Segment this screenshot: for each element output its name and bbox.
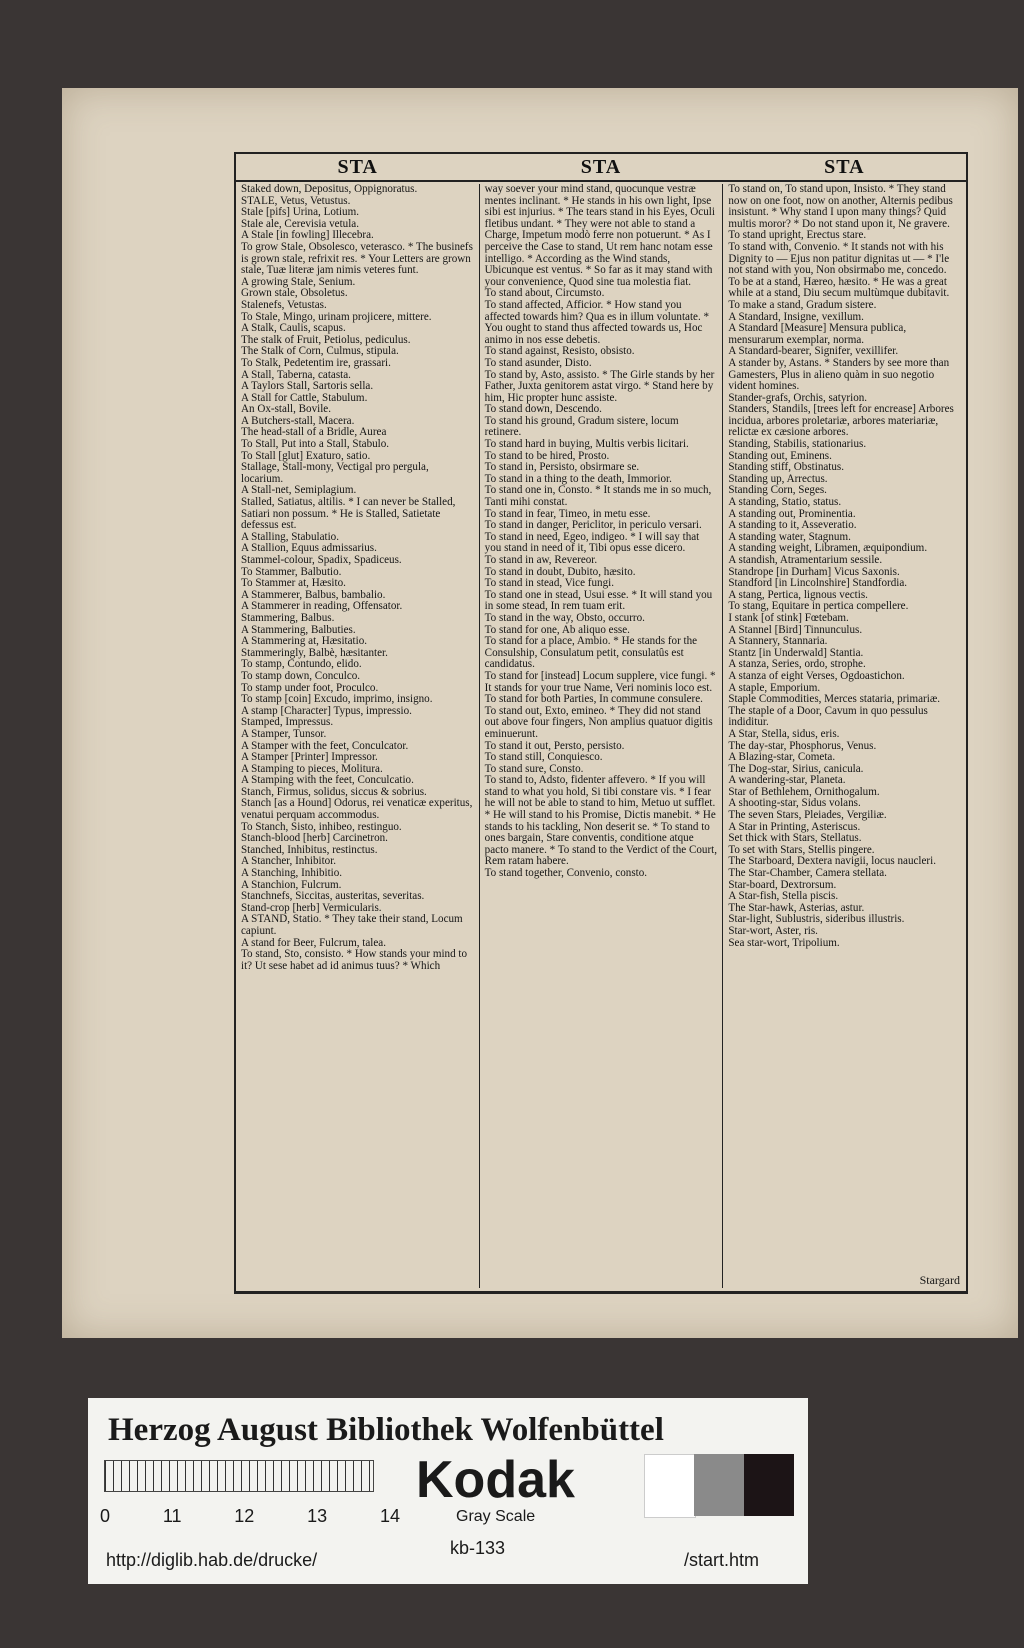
dictionary-entry: The day-star, Phosphorus, Venus. [728, 739, 877, 752]
dictionary-entry: To Stall, Put into a Stall, Stabulo. [241, 438, 390, 451]
dictionary-entry: The seven Stars, Pleiades, Vergiliæ. [728, 809, 887, 822]
dictionary-entry: A Taylors Stall, Sartoris sella. [241, 380, 374, 393]
dictionary-entry: Stand-crop [herb] Vermicularis. [241, 901, 382, 914]
ruler-number: 0 [100, 1506, 111, 1526]
dictionary-entry: To Stalk, Pedetentim ire, grassari. [241, 356, 391, 369]
dictionary-entry: Stanch [as a Hound] Odorus, rei venaticæ experitus, venatui perquam accommodus. [241, 797, 473, 822]
dictionary-entry: To stand in the way, Obsto, occurro. [484, 611, 645, 624]
dictionary-entry: To stand to be hired, Prosto. [484, 449, 610, 462]
dictionary-entry: A staple, Emporium. [728, 681, 821, 694]
text-frame [234, 152, 968, 1294]
dictionary-entry: To Stammer, Balbutio. [241, 565, 342, 578]
dictionary-entry: To stand still, Conquiesco. [484, 751, 603, 764]
dictionary-entry: To stand in danger, Periclitor, in periculo versari. [484, 519, 702, 532]
dictionary-entry: Standford [in Lincolnshire] Standfordia. [728, 577, 908, 590]
dictionary-entry: To make a stand, Gradum sistere. [728, 298, 877, 311]
dictionary-entry: A standish, Atramentarium sessile. [728, 554, 883, 566]
header-col2: STA [580, 156, 622, 178]
dictionary-entry: Staked down, Depositus, Oppignoratus. [241, 184, 418, 195]
scale-ruler [104, 1460, 374, 1492]
dictionary-entry: To stand asunder, Disto. [484, 356, 592, 369]
dictionary-entry: A stand for Beer, Fulcrum, talea. [241, 936, 386, 949]
gray-patch [694, 1454, 744, 1516]
dictionary-entry: A STAND, Statio. * They take their stand, Locum capiunt. [241, 913, 463, 937]
dictionary-entry: A Stalk, Caulis, scapus. [241, 322, 346, 335]
dictionary-entry: A standing water, Stagnum. [728, 530, 851, 543]
dictionary-entry: I stank [of stink] Fœtebam. [728, 611, 849, 624]
dictionary-entry: A Butchers-stall, Macera. [241, 414, 355, 427]
dictionary-entry: Standers, Standils, [trees left for encrease] Arbores incidua, arbores proletariæ, arbores materiariæ, relictæ ex cæsione arbores. [728, 403, 954, 439]
dictionary-entry: Stammel-colour, Spadix, Spadiceus. [241, 554, 402, 566]
dictionary-entry: To stand one in stead, Usui esse. * It will stand you in some stead, In rem tuam erit. [484, 588, 713, 613]
dictionary-entry: The head-stall of a Bridle, Aurea [241, 426, 387, 439]
dictionary-entry: To stand for [instead] Locum supplere, vice fungi. * It stands for your true Name, Veri nominis loco est. [484, 669, 716, 694]
dictionary-entry: To stand for one, Ab aliquo esse. [484, 623, 630, 636]
dictionary-entry: To stand in doubt, Dubito, hæsito. [484, 565, 636, 578]
dictionary-entry: To stand for a place, Ambio. * He stands for the Consulship, Consulatum petit, consulatûs est candidatus. [484, 635, 698, 671]
dictionary-entry: To stand down, Descendo. [484, 403, 602, 416]
dictionary-entry: A Stannery, Stannaria. [728, 635, 828, 648]
dictionary-entry: Stanch-blood [herb] Carcinetron. [241, 832, 388, 845]
dictionary-entry: A shooting-star, Sidus volans. [728, 797, 861, 810]
dictionary-entry: A Standard [Measure] Mensura publica, mensurarum exemplar, norma. [728, 322, 907, 346]
dictionary-entry: A Stamping with the feet, Conculcatio. [241, 774, 414, 787]
dictionary-entry: A Blazing-star, Cometa. [728, 751, 836, 764]
dictionary-entry: To set with Stars, Stellis pingere. [728, 843, 875, 856]
dictionary-entry: Star of Bethlehem, Ornithogalum. [728, 785, 880, 798]
dictionary-entry: A Stamper [Printer] Impressor. [241, 751, 378, 764]
dictionary-entry: Stanchnefs, Siccitas, austeritas, severitas. [241, 890, 425, 903]
dictionary-entry: Sea star-wort, Tripolium. [728, 936, 840, 949]
bottom-rule [234, 1291, 968, 1294]
color-target-card [88, 1398, 808, 1584]
dictionary-entry: A standing out, Prominentia. [728, 507, 856, 520]
dictionary-entry: A Star-fish, Stella piscis. [728, 890, 839, 903]
dictionary-entry: Standing, Stabilis, stationarius. [728, 438, 867, 451]
dictionary-entry: Standing stiff, Obstinatus. [728, 461, 845, 474]
dictionary-entry: An Ox-stall, Bovile. [241, 403, 331, 416]
dictionary-entry: To grow Stale, Obsolesco, veterasco. * The businefs is grown stale, refrixit res. * Your Letters are grown stale, Tuæ literæ jam nimis veteres funt. [241, 240, 473, 277]
dictionary-entry: To stand together, Convenio, consto. [484, 867, 648, 880]
dictionary-entry: Stallage, Stall-mony, Vectigal pro pergula, locarium. [241, 461, 429, 485]
dictionary-entry: To stamp down, Conculco. [241, 669, 361, 682]
dictionary-entry: A standing weight, Libramen, æquipondium. [728, 542, 928, 555]
ruler-number: 14 [379, 1506, 400, 1526]
dictionary-entry: To stand on, To stand upon, Insisto. * They stand now on one foot, now on another, Alternis pedibus insistunt. * Why stand I upon many things? Quid multis moror? * Do not stand upon it, Ne gravere. [728, 184, 953, 230]
dictionary-entry: A Stanchion, Fulcrum. [241, 878, 342, 891]
dictionary-entry: Stanch, Firmus, solidus, siccus & sobrius. [241, 785, 427, 798]
dictionary-entry: The Star-Chamber, Camera stellata. [728, 867, 887, 880]
dictionary-entry: Set thick with Stars, Stellatus. [728, 832, 862, 845]
dictionary-entry: A Stammerer in reading, Offensator. [241, 600, 403, 613]
dictionary-entry: A growing Stale, Senium. [241, 275, 356, 288]
dictionary-entry: To stand against, Resisto, obsisto. [484, 345, 635, 358]
dictionary-entry: A Stammerer, Balbus, bambalio. [241, 588, 386, 601]
dictionary-entry: A stander by, Astans. * Standers by see more than Gamesters, Plus in alieno quàm in suo negotio vident homines. [728, 356, 950, 393]
dictionary-entry: A Star, Stella, sidus, eris. [728, 727, 840, 740]
dictionary-entry: A Standard, Insigne, vexillum. [728, 310, 864, 323]
dictionary-entry: A Stammering at, Hæsitatio. [241, 635, 368, 648]
dictionary-entry: To stand in need, Egeo, indigeo. * I will say that you stand in need of it, Tibi opus esse dicero. [484, 530, 700, 555]
dictionary-entry: Stalled, Satiatus, altilis. * I can never be Stalled, Satiari non possum. * He is Stalled, Satietate defessus est. [241, 496, 456, 532]
dictionary-entry: To stand upright, Erectus stare. [728, 229, 867, 242]
dictionary-entry: A Stallion, Equus admissarius. [241, 542, 377, 555]
dictionary-entry: The staple of a Door, Cavum in quo pessulus indiditur. [728, 704, 928, 729]
kodak-logo: Kodak [416, 1451, 575, 1509]
dictionary-entry: To stand, Sto, consisto. * How stands your mind to it? Ut sese habet ad id animus tuus? * Which [241, 948, 468, 972]
dictionary-entry: Stantz [in Underwald] Stantia. [728, 646, 864, 659]
dictionary-entry: A Standard-bearer, Signifer, vexillifer. [728, 345, 899, 358]
dictionary-entry: Standing out, Eminens. [728, 449, 832, 462]
ruler-number: 11 [162, 1506, 182, 1526]
dictionary-entry: To stand in fear, Timeo, in metu esse. [484, 507, 651, 520]
header-col3: STA [824, 156, 865, 178]
dictionary-entry: Staple Commodities, Merces stataria, primariæ. [728, 693, 941, 706]
dictionary-entry: The Dog-star, Sirius, canicula. [728, 762, 864, 775]
dictionary-entry: Star-light, Sublustris, sideribus illustris. [728, 913, 905, 926]
dictionary-entry: Standrope [in Durham] Vicus Saxonis. [728, 565, 900, 578]
dictionary-entry: Standing up, Arrectus. [728, 472, 828, 485]
ruler-numbers [100, 1506, 400, 1527]
header-col1: STA [337, 156, 378, 178]
dictionary-entry: A stanza, Series, ordo, strophe. [728, 658, 866, 671]
dictionary-entry: Grown stale, Obsoletus. [241, 287, 348, 300]
dictionary-entry: To Stale, Mingo, urinam projicere, mittere. [241, 310, 432, 323]
dictionary-entry: To stand his ground, Gradum sistere, locum retinere. [484, 414, 679, 439]
dictionary-entry: A stang, Pertica, lignous vectis. [728, 588, 868, 601]
catchword: Stargard [919, 1273, 960, 1287]
dictionary-entry: A Stalling, Stabulatio. [241, 530, 339, 543]
dictionary-entry: The stalk of Fruit, Petiolus, pediculus. [241, 333, 411, 346]
dictionary-entry: A Stamper with the feet, Conculcator. [241, 739, 409, 752]
dictionary-entry: A Stall, Taberna, catasta. [241, 368, 351, 381]
dictionary-entry: To stand by, Asto, assisto. * The Girle stands by her Father, Juxta genitorem astat virgo. * Stand here by him, Hic propter hunc assiste. [484, 368, 715, 404]
library-title: Herzog August Bibliothek Wolfenbüttel [108, 1412, 664, 1448]
white-patch [644, 1454, 696, 1518]
column-3 [722, 184, 966, 1288]
dictionary-entry: A Stall for Cattle, Stabulum. [241, 391, 368, 404]
dictionary-entry: Stammeringly, Balbè, hæsitanter. [241, 646, 388, 659]
dictionary-entry: The Stalk of Corn, Culmus, stipula. [241, 345, 399, 358]
dictionary-entry: Stander-grafs, Orchis, satyrion. [728, 391, 868, 404]
dictionary-entry: To stand in aw, Revereor. [484, 554, 598, 566]
dictionary-entry: STALE, Vetus, Vetustus. [241, 194, 351, 207]
dictionary-entry: To be at a stand, Hæreo, hæsito. * He was a great while at a stand, Diu secum multùmque dubitavit. [728, 275, 950, 300]
dictionary-entry: To stand about, Circumsto. [484, 287, 605, 300]
column-2 [479, 184, 723, 1288]
dictionary-entry: Stale [pifs] Urina, Lotium. [241, 206, 360, 219]
dictionary-entry: To stand sure, Consto. [484, 762, 584, 775]
dictionary-entry: To stand affected, Afficior. * How stand you affected towards him? Qua es in illum voluntate. * You ought to stand thus affected towards us, Hoc animo in nos esse debetis. [484, 298, 710, 346]
dictionary-entry: To stand to, Adsto, fidenter affevero. * If you will stand to what you hold, Si tibi constare vis. * I fear he will not be able to stand to him, Metuo ut sufflet. * He will stand to his Promise, Dictis manebit. * He stands to his tackling, Non deserit se. * To stand to ones bargain, Stare conventis, conditione atque pacto manere. * To stand to the Verdict of the Court, Rem ratam habere. [484, 774, 718, 868]
dictionary-entry: To stand in a thing to the death, Immorior. [484, 472, 672, 485]
dictionary-entry: The Star-hawk, Asterias, astur. [728, 901, 865, 914]
dictionary-entry: Stalenefs, Vetustas. [241, 298, 327, 311]
dictionary-entry: Stanched, Inhibitus, restinctus. [241, 843, 378, 856]
dictionary-entry: A Star in Printing, Asteriscus. [728, 820, 861, 833]
black-patch [744, 1454, 794, 1516]
dictionary-entry: The Starboard, Dextera navigii, locus naucleri. [728, 855, 936, 868]
dictionary-entry: To stamp, Contundo, elido. [241, 658, 362, 671]
dictionary-entry: To Stanch, Sisto, inhibeo, restinguo. [241, 820, 402, 833]
dictionary-entry: To stand hard in buying, Multis verbis licitari. [484, 438, 689, 451]
dictionary-entry: To stand in, Persisto, obsirmare se. [484, 461, 640, 474]
dictionary-entry: To Stall [glut] Exaturo, satio. [241, 449, 371, 462]
dictionary-entry: To stand in stead, Vice fungi. [484, 577, 614, 590]
start-url: /start.htm [684, 1550, 760, 1570]
running-header [236, 154, 966, 182]
dictionary-entry: A wandering-star, Planeta. [728, 774, 846, 787]
dictionary-entry: A Stanching, Inhibitio. [241, 867, 343, 880]
dictionary-columns [236, 184, 966, 1288]
dictionary-entry: To stang, Equitare in pertica compellere. [728, 600, 909, 613]
dictionary-entry: A standing to it, Asseveratio. [728, 519, 857, 532]
dictionary-entry: A standing, Statio, status. [728, 496, 842, 509]
dictionary-entry: A Stancher, Inhibitor. [241, 855, 337, 868]
dictionary-entry: A Stamping to pieces, Molitura. [241, 762, 383, 775]
dictionary-entry: A Stale [in fowling] Illecebra. [241, 229, 374, 242]
dictionary-entry: A Stall-net, Semiplagium. [241, 484, 357, 497]
kb-code: kb-133 [450, 1538, 506, 1558]
dictionary-entry: Stammering, Balbus. [241, 611, 335, 624]
dictionary-entry: way soever your mind stand, quocunque vestræ mentes inclinant. * He stands in his own light, Ipse sibi est injurius. * The tears stand in his Eyes, Oculi fletibus undant. * They were not able to stand a Charge, Impetum modò ferre non potuerunt. * As I perceive the Case to stand, Ut rem hanc notam esse intelligo. * According as the Wind stands, Ubicunque est ventus. * So far as it may stand with your convenience, Quod sine tua molestia fiat. [484, 184, 715, 288]
dictionary-entry: To stand out, Exto, emineo. * They did not stand out above four fingers, Non amplius quatuor digitis eminuerunt. [484, 704, 713, 740]
column-1 [236, 184, 479, 1288]
dictionary-entry: To Stammer at, Hæsito. [241, 577, 346, 590]
dictionary-entry: A stanza of eight Verses, Ogdoastichon. [728, 669, 905, 682]
dictionary-entry: To stand one in, Consto. * It stands me in so much, Tanti mihi constat. [484, 484, 712, 509]
ruler-number: 12 [234, 1506, 255, 1526]
gray-scale-label: Gray Scale [456, 1508, 536, 1525]
dictionary-entry: To stand with, Convenio. * It stands not with his Dignity to — Ejus non patitur dignitas ut — * I'le not stand with you, Non obsirmabo me, concedo. [728, 240, 950, 277]
dictionary-entry: A Stamper, Tunsor. [241, 727, 327, 740]
scanned-page [62, 88, 1018, 1338]
dictionary-entry: To stand it out, Persto, persisto. [484, 739, 625, 752]
dictionary-entry: To stamp [coin] Excudo, imprimo, insigno. [241, 693, 433, 706]
dictionary-entry: Stamped, Impressus. [241, 716, 334, 729]
dictionary-entry: Star-wort, Aster, ris. [728, 925, 818, 937]
dictionary-entry: Star-board, Dextrorsum. [728, 878, 837, 891]
dictionary-entry: Stale ale, Cerevisia vetula. [241, 217, 359, 230]
dictionary-entry: To stamp under foot, Proculco. [241, 681, 379, 694]
dictionary-entry: A Stannel [Bird] Tinnunculus. [728, 623, 863, 636]
dictionary-entry: A Stammering, Balbuties. [241, 623, 356, 636]
dictionary-entry: Standing Corn, Seges. [728, 484, 827, 497]
dictionary-entry: A stamp [Character] Typus, impressio. [241, 704, 412, 717]
dictionary-entry: To stand for both Parties, In commune consulere. [484, 693, 703, 706]
ruler-number: 13 [307, 1506, 328, 1526]
source-url: http://diglib.hab.de/drucke/ [106, 1550, 318, 1570]
